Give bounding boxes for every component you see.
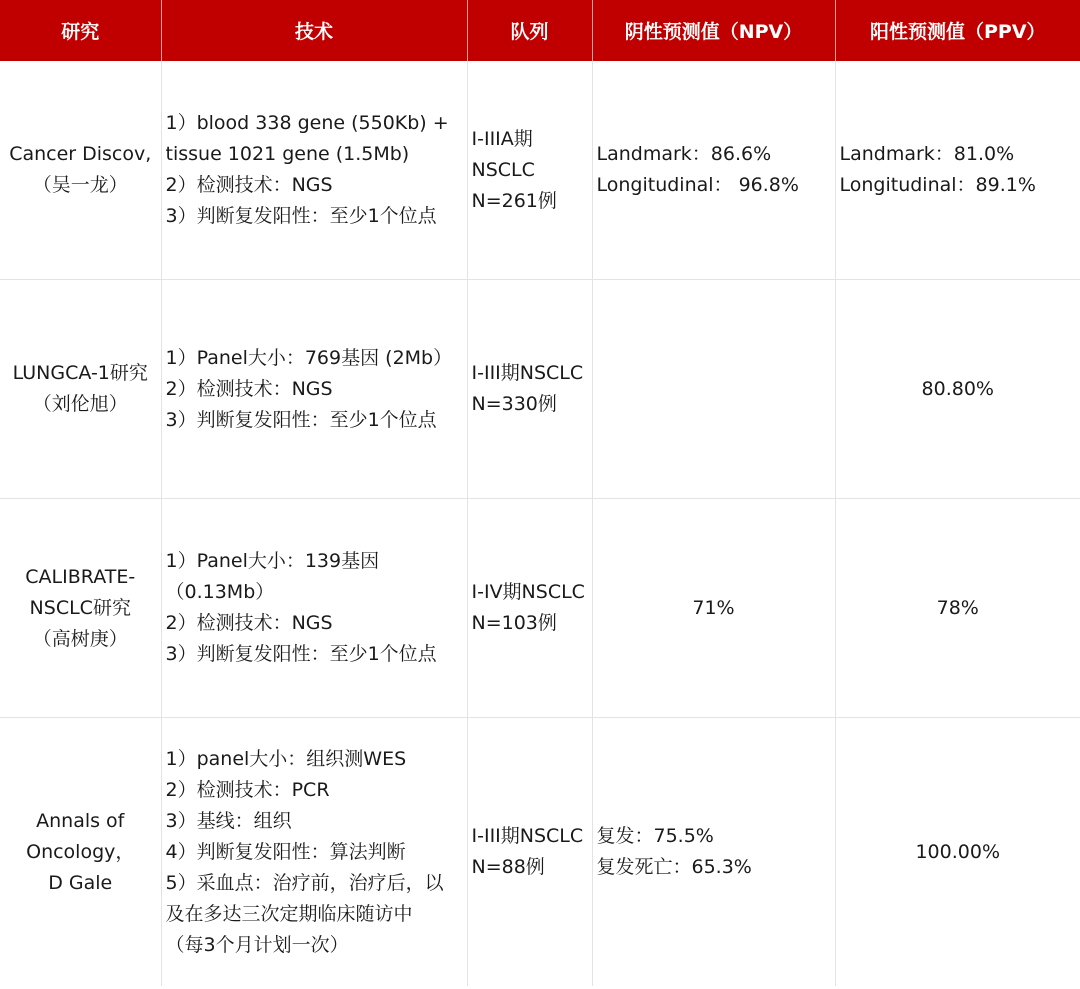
table-header [0,0,1080,61]
ppv-line: 80.80% [921,377,994,400]
ppv-line: 100.00% [915,840,1001,863]
technology-line: 4）判断复发阳性：算法判断 [165,840,406,863]
cohort-line: N=261例 [471,189,557,212]
cohort-line: I-IV期NSCLC [471,581,585,603]
study-line: Cancer Discov, [9,143,152,165]
npv-cell [592,718,835,987]
technology-line: 3）判断复发阳性：至少1个位点 [165,643,437,665]
technology-line: 2）检测技术：PCR [165,778,330,801]
technology-line: 2）检测技术：NGS [165,174,333,196]
technology-cell [161,280,467,499]
ppv-line: Longitudinal：89.1% [839,174,1036,196]
npv-cell [592,280,835,499]
header-study: 研究 [0,0,161,61]
table-row [0,280,1080,499]
study-line: （刘伦旭） [32,393,128,415]
study-cell [0,499,161,718]
study-cell [0,61,161,280]
ppv-line: 78% [936,596,979,619]
technology-line: 2）检测技术：NGS [165,612,333,634]
technology-cell [161,718,467,987]
cohort-line: N=330例 [471,393,557,415]
study-line: （高树庚） [32,627,128,650]
study-line: LUNGCA-1研究 [12,362,148,384]
study-line: （吴一龙） [32,174,128,196]
study-line: Annals of [36,809,125,832]
npv-cell [592,61,835,280]
npv-line: 71% [692,596,735,619]
technology-line: 1）Panel大小：139基因 [165,550,380,572]
technology-line: 1）blood 338 gene (550Kb) + tissue 1021 gene (1.5Mb) [165,112,449,165]
table-row [0,499,1080,718]
table-row [0,61,1080,280]
cohort-line: I-IIIA期 [471,127,533,150]
technology-line: 1）Panel大小：769基因 (2Mb） [165,346,453,369]
study-line: CALIBRATE- [25,565,136,588]
cohort-line: N=88例 [471,856,545,878]
technology-line: 3）判断复发阳性：至少1个位点 [165,205,437,227]
study-line: D Gale [48,871,113,894]
cohort-cell [467,718,592,987]
technology-line: 2）检测技术：NGS [165,377,333,400]
header-ppv: 阳性预测值（PPV） [835,0,1080,61]
technology-cell [161,499,467,718]
technology-line: （每3个月计划一次） [165,933,349,956]
npv-line: 复发死亡：65.3% [596,856,752,878]
npv-line: Longitudinal： 96.8% [596,174,799,196]
study-cell [0,718,161,987]
study-line: Oncology， [26,840,135,863]
ppv-cell [835,280,1080,499]
cohort-line: N=103例 [471,612,557,634]
npv-cell [592,499,835,718]
technology-line: 5）采血点：治疗前，治疗后，以及在多达三次定期临床随访中 [165,871,444,925]
study-line: NSCLC研究 [29,596,131,619]
cohort-line: NSCLC [471,158,535,181]
header-row [0,0,1080,61]
ppv-cell [835,61,1080,280]
table-row [0,718,1080,987]
header-technology: 技术 [161,0,467,61]
header-cohort: 队列 [467,0,592,61]
technology-line: 3）判断复发阳性：至少1个位点 [165,408,437,431]
ppv-cell [835,718,1080,987]
npv-line: Landmark：86.6% [596,143,772,165]
cohort-cell [467,280,592,499]
cohort-cell [467,61,592,280]
technology-cell [161,61,467,280]
ppv-cell [835,499,1080,718]
cohort-line: I-III期NSCLC [471,825,584,847]
header-npv: 阴性预测值（NPV） [592,0,835,61]
cohort-line: I-III期NSCLC [471,362,584,384]
technology-line: 1）panel大小：组织测WES [165,747,407,770]
study-cell [0,280,161,499]
technology-line: （0.13Mb） [165,581,275,603]
ppv-line: Landmark：81.0% [839,143,1015,165]
technology-line: 3）基线：组织 [165,809,292,832]
npv-line: 复发：75.5% [596,825,714,847]
cohort-cell [467,499,592,718]
